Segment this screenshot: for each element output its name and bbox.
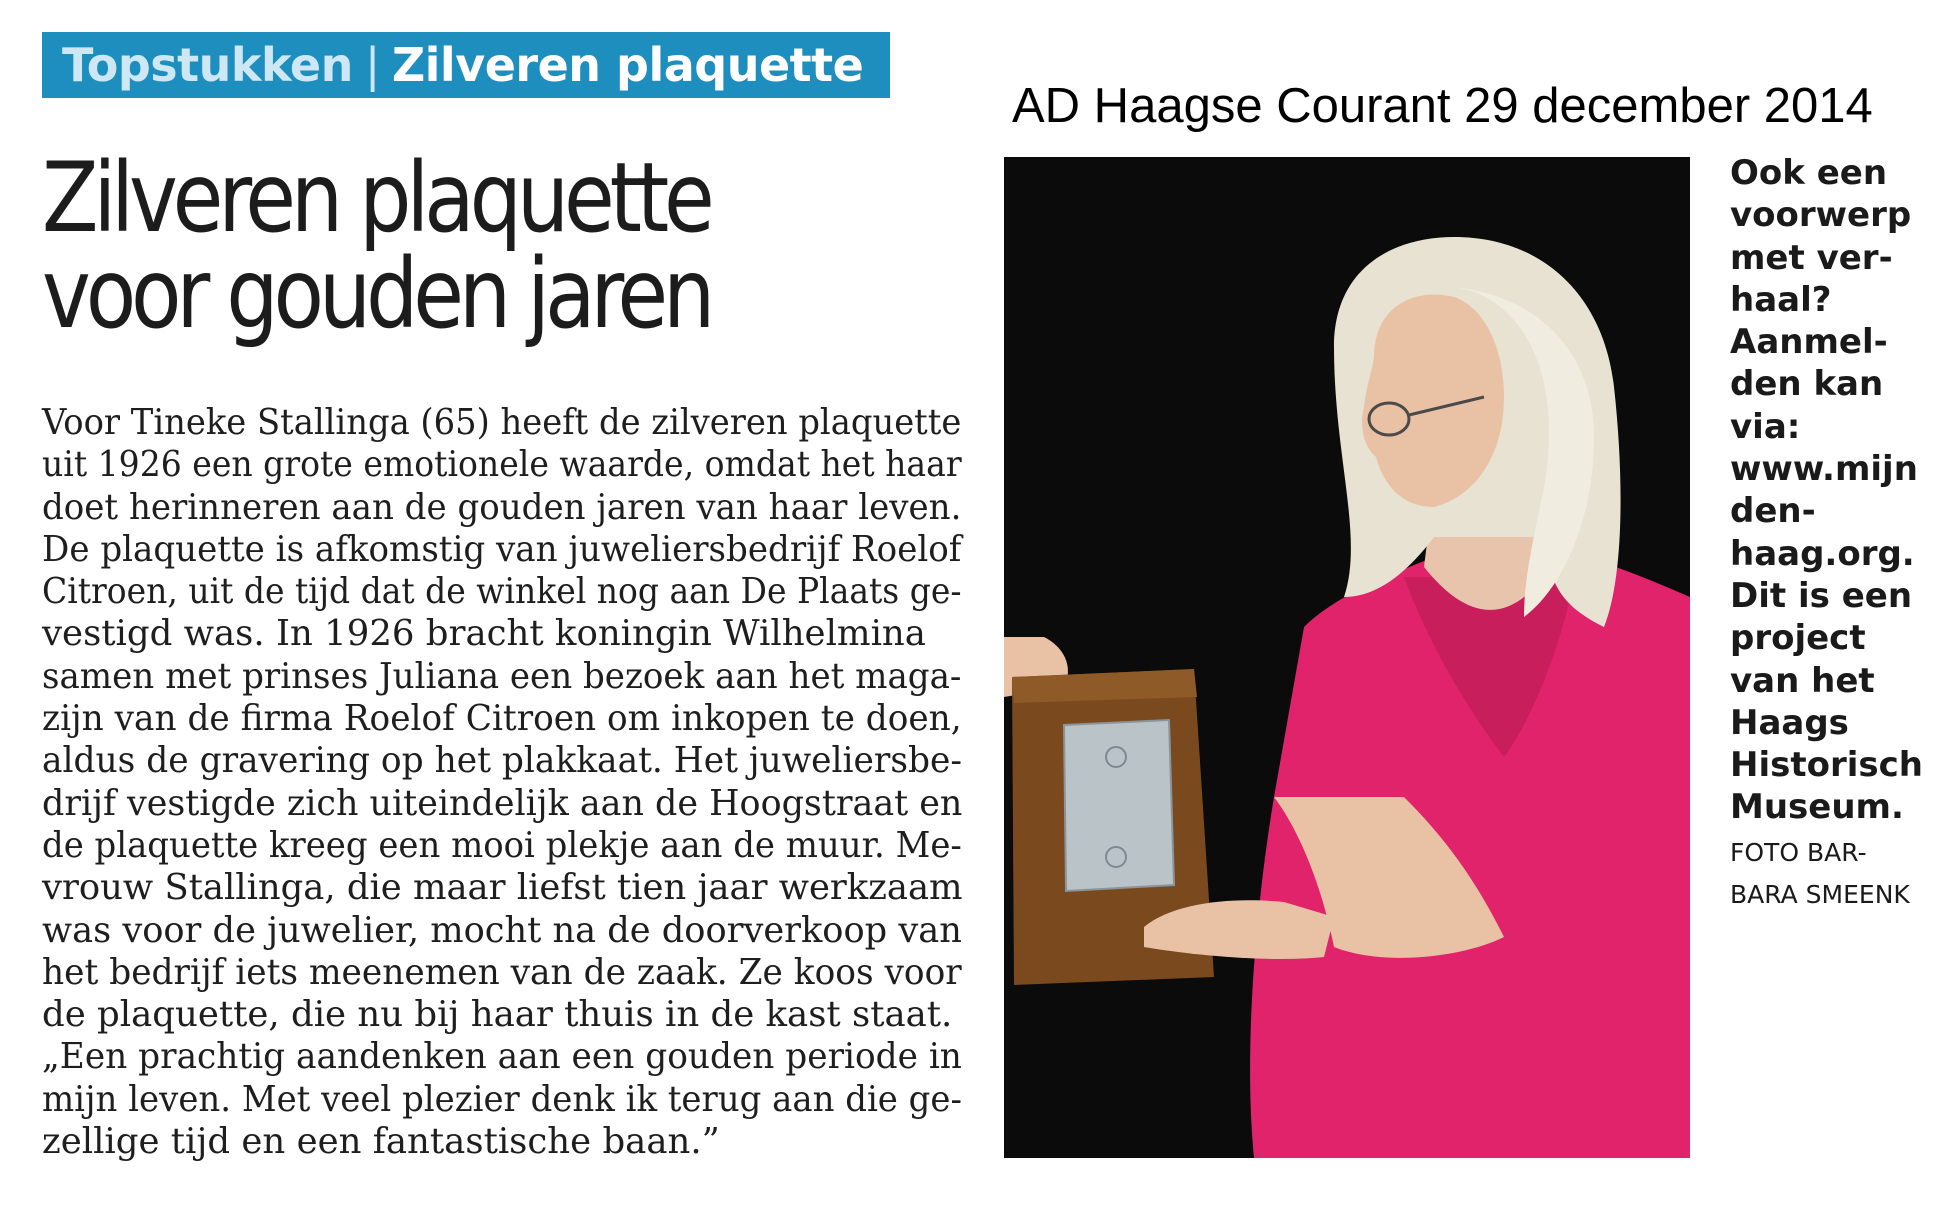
body-line: zijn van de firma Roelof Citroen om inkopen te doen, bbox=[42, 698, 962, 740]
kicker-banner bbox=[42, 32, 890, 98]
headline-line-1: Zilveren plaquette bbox=[42, 142, 710, 254]
photo-illustration bbox=[1004, 157, 1690, 1158]
body-line: doet herinneren aan de gouden jaren van haar leven. bbox=[42, 486, 962, 528]
sidebar-line: haal? bbox=[1730, 279, 1832, 320]
sidebar-line: met ver- bbox=[1730, 237, 1893, 278]
body-line: vestigd was. In 1926 bracht koningin Wilhelmina bbox=[42, 613, 926, 655]
body-line: was voor de juwelier, mocht na de doorverkoop van bbox=[42, 909, 962, 951]
sidebar-line: Aanmel- bbox=[1730, 322, 1888, 363]
sidebar-line: den kan bbox=[1730, 364, 1884, 405]
sidebar-line: Museum. bbox=[1730, 787, 1904, 828]
body-line: aldus de gravering op het plakkaat. Het juweliersbe- bbox=[42, 740, 962, 782]
article-photo bbox=[1004, 157, 1690, 1158]
body-line: de plaquette, die nu bij haar thuis in de kast staat. bbox=[42, 994, 953, 1036]
body-line: mijn leven. Met veel plezier denk ik terug aan die ge- bbox=[42, 1078, 962, 1120]
body-line: De plaquette is afkomstig van juweliersbedrijf Roelof bbox=[42, 528, 962, 570]
source-line: AD Haagse Courant 29 december 2014 bbox=[1012, 79, 1873, 133]
sidebar-line: via: bbox=[1730, 406, 1801, 447]
sidebar-line: www.mijn bbox=[1730, 449, 1918, 490]
body-line: uit 1926 een grote emotionele waarde, omdat het haar bbox=[42, 444, 962, 486]
body-line: samen met prinses Juliana een bezoek aan het maga- bbox=[42, 655, 962, 697]
body-line: „Een prachtig aandenken aan een gouden periode in bbox=[42, 1036, 962, 1078]
sidebar-line: den- bbox=[1730, 491, 1816, 532]
sidebar-line: Historisch bbox=[1730, 745, 1923, 786]
body-line: zellige tijd en een fantastische baan.” bbox=[42, 1121, 720, 1163]
credit-line: BARA SMEENK bbox=[1730, 880, 1910, 909]
sidebar-note bbox=[1730, 152, 1950, 829]
sidebar-line: voorwerp bbox=[1730, 195, 1912, 236]
sidebar-line: haag.org. bbox=[1730, 533, 1915, 574]
photo-credit bbox=[1730, 832, 1910, 916]
sidebar-line: Dit is een bbox=[1730, 575, 1913, 616]
body-line: het bedrijf iets meenemen van de zaak. Ze koos voor bbox=[42, 951, 962, 993]
article-body bbox=[42, 402, 962, 1163]
body-line: drijf vestigde zich uiteindelijk aan de Hoogstraat en bbox=[42, 782, 963, 824]
body-line: Voor Tineke Stallinga (65) heeft de zilveren plaquette bbox=[42, 402, 962, 443]
sidebar-line: van het bbox=[1730, 660, 1875, 701]
sidebar-line: Ook een bbox=[1730, 153, 1888, 193]
body-line: de plaquette kreeg een mooi plekje aan de muur. Me- bbox=[42, 824, 962, 866]
kicker-section: Topstukken bbox=[62, 38, 353, 92]
credit-line: FOTO BAR- bbox=[1730, 838, 1867, 867]
kicker-separator: | bbox=[364, 38, 380, 92]
body-line: vrouw Stallinga, die maar liefst tien jaar werkzaam bbox=[42, 867, 963, 909]
kicker-title: Zilveren plaquette bbox=[391, 38, 864, 92]
sidebar-line: Haags bbox=[1730, 702, 1849, 743]
headline-line-2: voor gouden jaren bbox=[42, 238, 711, 350]
sidebar-line: project bbox=[1730, 618, 1866, 659]
body-line: Citroen, uit de tijd dat de winkel nog aan De Plaats ge- bbox=[42, 571, 962, 613]
headline bbox=[42, 142, 782, 350]
